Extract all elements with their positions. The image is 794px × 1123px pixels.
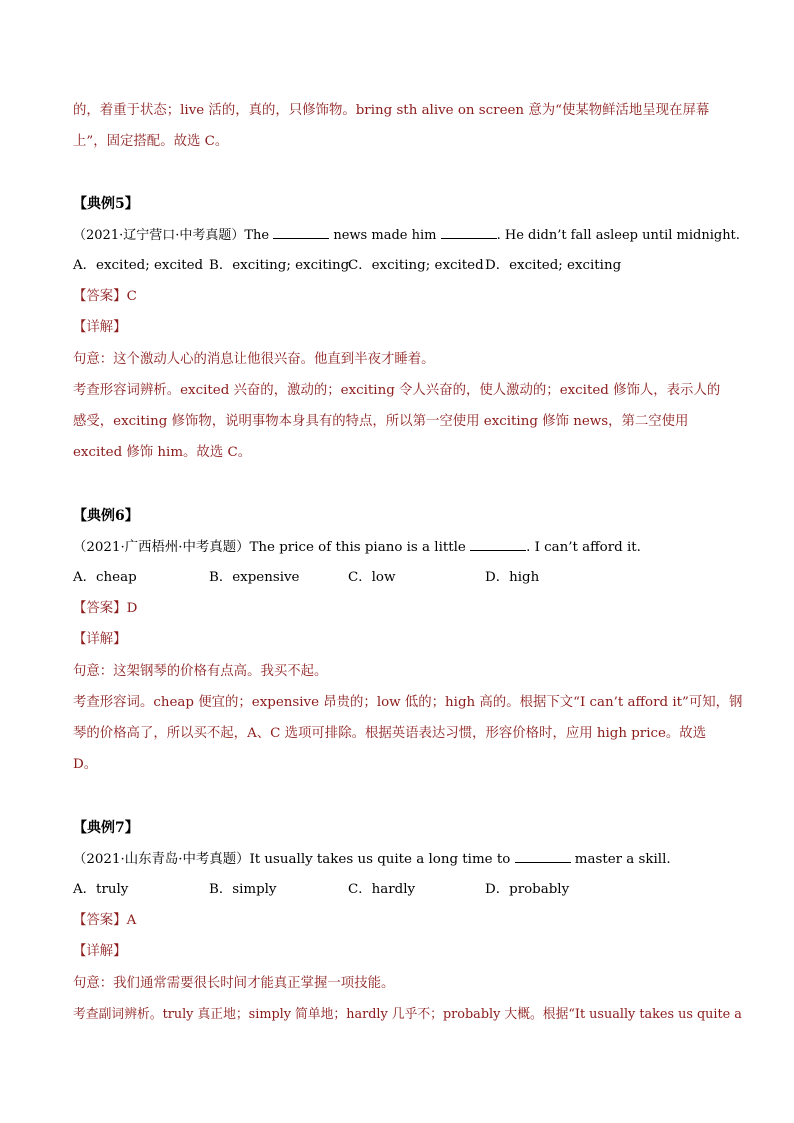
answer-line: [73, 599, 137, 619]
option-a: A．excited; excited: [73, 258, 204, 273]
option-c: C．exciting; excited: [348, 258, 484, 273]
question-source: （2021·山东青岛·中考真题）: [73, 852, 250, 867]
answer-label: 【答案】: [73, 289, 127, 304]
explain-line: 感受，exciting 修饰物，说明事物本身具有的特点，所以第一空使用 exciting 修饰 news，第二空使用: [73, 414, 689, 429]
answer-line: [73, 287, 137, 307]
option-d: D．high: [485, 570, 540, 585]
answer-value: C: [126, 289, 137, 304]
question-text: . He didn’t fall asleep until midnight.: [496, 228, 740, 243]
question-text: master a skill.: [570, 852, 671, 867]
explain-line: 考查形容词辨析。excited 兴奋的，激动的；exciting 令人兴奋的，使人激动的；excited 修饰人，表示人的: [73, 383, 721, 398]
meaning-line: 句意：这架钢琴的价格有点高。我买不起。: [73, 664, 328, 679]
answer-value: D: [126, 601, 138, 616]
question-text: The: [244, 228, 274, 243]
option-b: B．simply: [209, 882, 277, 897]
explain-line: 考查形容词。cheap 便宜的；expensive 昂贵的；low 低的；high 高的。根据下文“I can’t afford it”可知，钢: [73, 695, 743, 710]
question-text: It usually takes us quite a long time to: [249, 852, 515, 867]
intro-line-1: 的，着重于状态；live 活的，真的，只修饰物。bring sth alive on screen 意为“使某物鲜活地呈现在屏幕: [73, 103, 710, 118]
option-b: B．exciting; exciting: [209, 258, 350, 273]
question-text: . I can’t afford it.: [526, 540, 641, 555]
example-title: 【典例5】: [73, 196, 139, 212]
blank-line: [470, 537, 526, 551]
option-a: A．cheap: [73, 570, 137, 585]
meaning-line: 句意：我们通常需要很长时间才能真正掌握一项技能。: [73, 976, 395, 991]
blank-line: [441, 225, 497, 239]
meaning-line: 句意：这个激动人心的消息让他很兴奋。他直到半夜才睡着。: [73, 352, 435, 367]
option-d: D．probably: [485, 882, 570, 897]
answer-label: 【答案】: [73, 913, 127, 928]
explain-line: 琴的价格高了，所以买不起，A、C 选项可排除。根据英语表达习惯，形容价格时，应用 high price。故选: [73, 726, 707, 741]
example-title: 【典例7】: [73, 820, 139, 836]
intro-line-2: 上”，固定搭配。故选 C。: [73, 134, 229, 149]
example-title: 【典例6】: [73, 508, 139, 524]
question-line: [73, 225, 740, 246]
option-a: A．truly: [73, 882, 129, 897]
option-c: C．low: [348, 570, 396, 585]
option-b: B．expensive: [209, 570, 300, 585]
option-d: D．excited; exciting: [485, 258, 622, 273]
detail-label: 【详解】: [73, 944, 127, 959]
answer-label: 【答案】: [73, 601, 127, 616]
option-c: C．hardly: [348, 882, 416, 897]
explain-line: D。: [73, 757, 98, 772]
explain-line: 考查副词辨析。truly 真正地；simply 简单地；hardly 几乎不；probably 大概。根据“It usually takes us quite a: [73, 1007, 742, 1022]
answer-line: [73, 911, 136, 931]
detail-label: 【详解】: [73, 320, 127, 335]
blank-line: [273, 225, 329, 239]
answer-value: A: [126, 913, 137, 928]
question-text: The price of this piano is a little: [249, 540, 471, 555]
question-source: （2021·广西梧州·中考真题）: [73, 540, 250, 555]
blank-line: [515, 849, 571, 863]
explain-line: excited 修饰 him。故选 C。: [73, 445, 252, 460]
question-source: （2021·辽宁营口·中考真题）: [73, 228, 245, 243]
question-line: [73, 537, 641, 558]
question-line: [73, 849, 671, 870]
detail-label: 【详解】: [73, 632, 127, 647]
question-text: news made him: [329, 228, 441, 243]
